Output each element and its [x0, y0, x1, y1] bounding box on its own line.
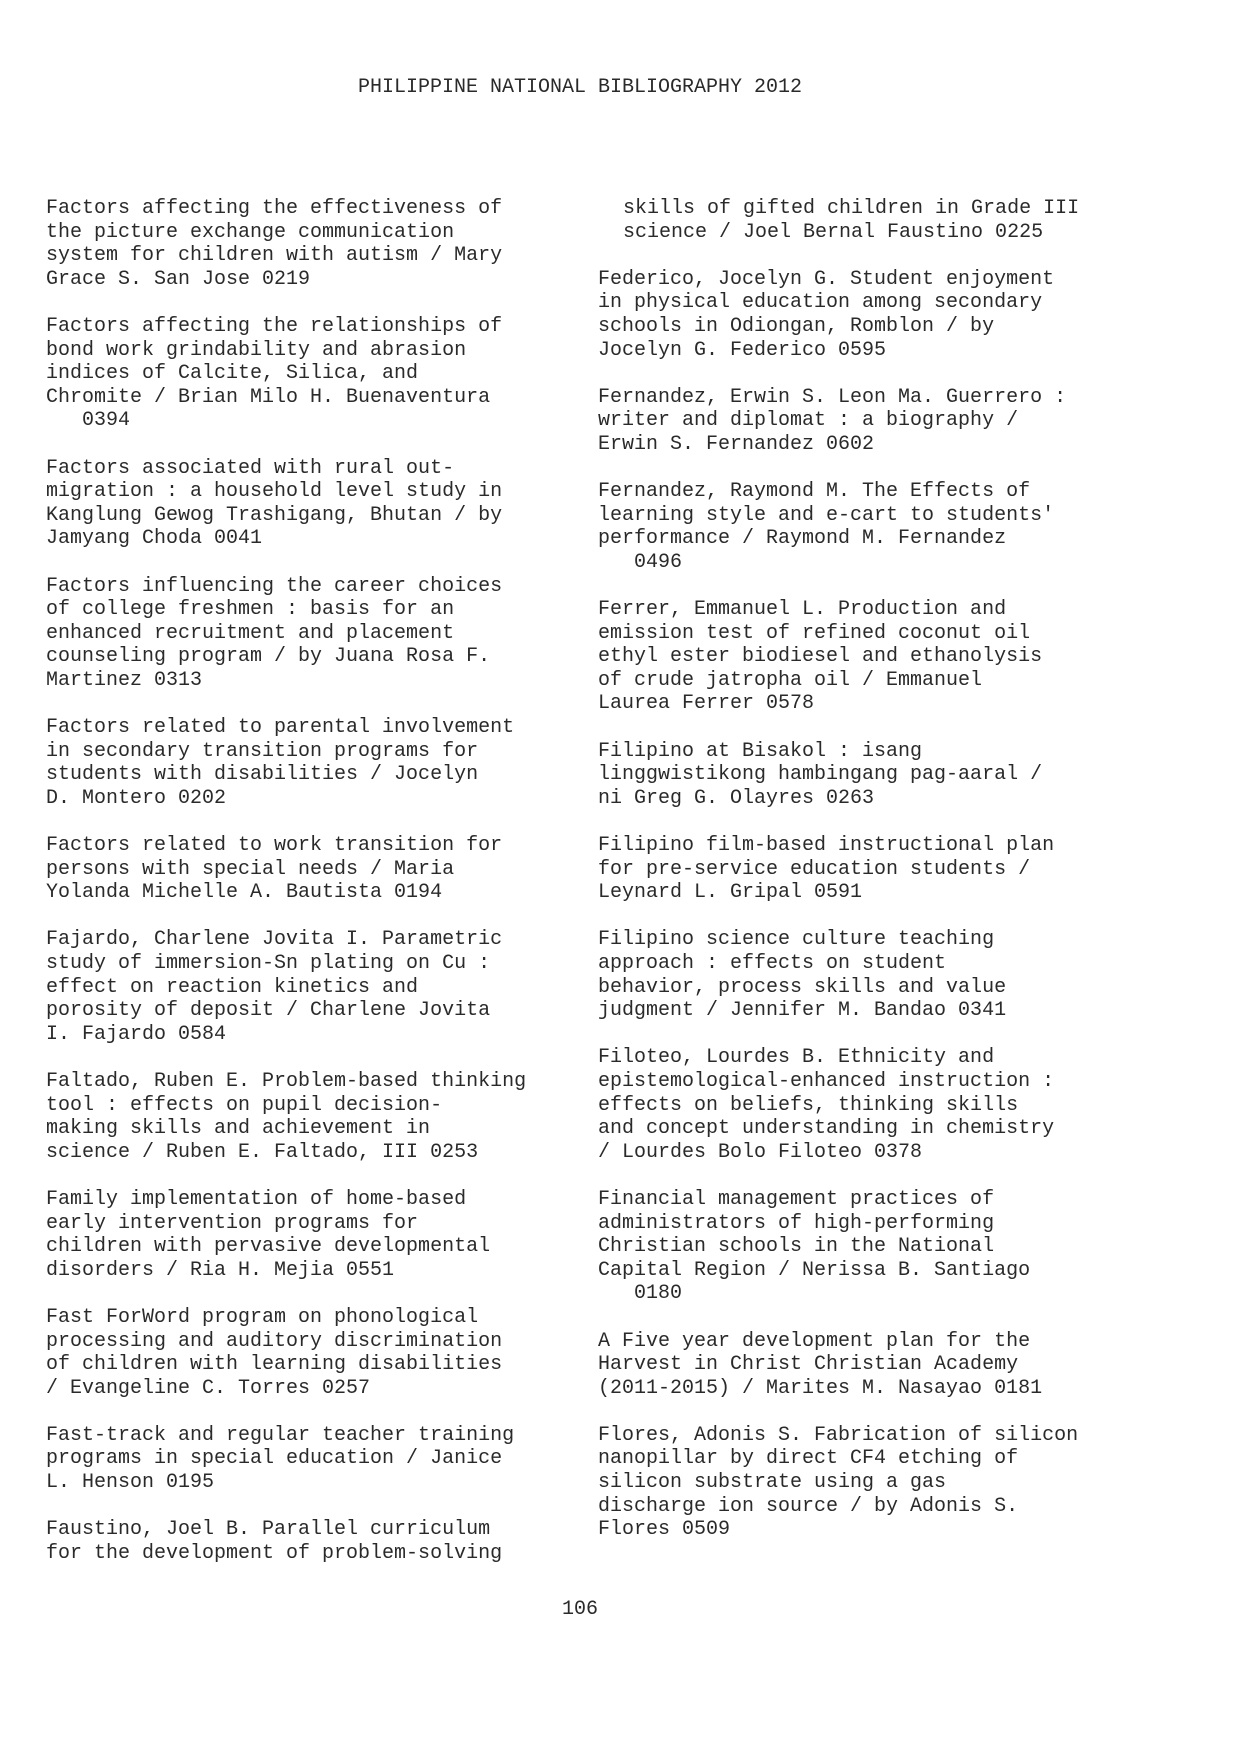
- entry-line: enhanced recruitment and placement: [46, 621, 455, 645]
- entry-line: and concept understanding in chemistry: [598, 1117, 1055, 1141]
- entry-line: Faustino, Joel B. Parallel curriculum: [46, 1518, 491, 1542]
- bibliography-entry: [598, 598, 1158, 716]
- bibliography-entry: [598, 386, 1158, 457]
- entry-line: Financial management practices of: [598, 1187, 995, 1211]
- entry-line: porosity of deposit / Charlene Jovita: [46, 999, 491, 1023]
- entry-line: skills of gifted children in Grade III: [623, 197, 1080, 220]
- entry-line: Harvest in Christ Christian Academy: [598, 1353, 1019, 1377]
- entry-line: Laurea Ferrer 0578: [598, 692, 815, 716]
- entry-line: science / Ruben E. Faltado, III 0253: [46, 1140, 479, 1164]
- bibliography-entry: [598, 928, 1158, 1022]
- entry-line: performance / Raymond M. Fernandez: [598, 527, 1007, 551]
- entry-line: silicon substrate using a gas: [598, 1471, 947, 1495]
- page-header: PHILIPPINE NATIONAL BIBLIOGRAPHY 2012: [357, 76, 803, 99]
- bibliography-entry: [46, 1070, 606, 1164]
- entry-line: making skills and achievement in: [46, 1117, 431, 1141]
- entry-line: / Evangeline C. Torres 0257: [46, 1376, 371, 1400]
- bibliography-entry: [46, 928, 606, 1046]
- entry-line: / Lourdes Bolo Filoteo 0378: [598, 1140, 923, 1164]
- entry-line: children with pervasive developmental: [46, 1235, 491, 1259]
- entry-line: Filoteo, Lourdes B. Ethnicity and: [598, 1046, 995, 1070]
- entry-line: behavior, process skills and value: [598, 975, 1007, 999]
- bibliography-entry: [46, 1188, 606, 1282]
- entry-line: nanopillar by direct CF4 etching of: [598, 1447, 1019, 1471]
- entry-line: Kanglung Gewog Trashigang, Bhutan / by: [46, 503, 503, 527]
- entry-line: learning style and e-cart to students': [598, 503, 1055, 527]
- entry-line: indices of Calcite, Silica, and: [46, 362, 419, 386]
- entry-line: Filipino at Bisakol : isang: [598, 739, 923, 763]
- entry-line: Fernandez, Erwin S. Leon Ma. Guerrero :: [598, 385, 1067, 409]
- entry-line: of college freshmen : basis for an: [46, 598, 455, 622]
- left-column: [46, 197, 606, 1589]
- bibliography-entry: [46, 716, 606, 810]
- entry-line: 0180: [598, 1282, 683, 1306]
- bibliography-entry: [598, 1188, 1158, 1306]
- entry-line: Factors affecting the relationships of: [46, 314, 503, 338]
- entry-line: Faltado, Ruben E. Problem-based thinking: [46, 1069, 527, 1093]
- entry-line: judgment / Jennifer M. Bandao 0341: [598, 999, 1007, 1023]
- entry-line: epistemological-enhanced instruction :: [598, 1069, 1055, 1093]
- entry-line: D. Montero 0202: [46, 786, 227, 810]
- entry-line: system for children with autism / Mary: [46, 244, 503, 268]
- entry-line: Flores, Adonis S. Fabrication of silicon: [598, 1423, 1079, 1447]
- bibliography-entry: [46, 1306, 606, 1400]
- entry-continuation: [598, 197, 1158, 244]
- entry-line: Jocelyn G. Federico 0595: [598, 338, 887, 362]
- entry-line: ethyl ester biodiesel and ethanolysis: [598, 645, 1043, 669]
- bibliography-entry: [46, 457, 606, 551]
- entry-line: disorders / Ria H. Mejia 0551: [46, 1258, 395, 1282]
- entry-line: Fast-track and regular teacher training: [46, 1423, 515, 1447]
- entry-line: of children with learning disabilities: [46, 1353, 503, 1377]
- entry-line: Filipino film-based instructional plan: [598, 834, 1055, 858]
- entry-line: bond work grindability and abrasion: [46, 338, 467, 362]
- bibliography-entry: [46, 197, 606, 291]
- entry-line: linggwistikong hambingang pag-aaral /: [598, 763, 1043, 787]
- entry-line: I. Fajardo 0584: [46, 1022, 227, 1046]
- entry-line: 0496: [598, 550, 683, 574]
- entry-line: Erwin S. Fernandez 0602: [598, 432, 875, 456]
- entry-line: Grace S. San Jose 0219: [46, 267, 311, 291]
- entry-line: writer and diplomat : a biography /: [598, 409, 1019, 433]
- entry-line: Factors related to parental involvement: [46, 716, 515, 740]
- right-column: [598, 197, 1158, 1565]
- bibliography-entry: [46, 834, 606, 905]
- entry-line: the picture exchange communication: [46, 220, 455, 244]
- bibliography-entry: [598, 268, 1158, 362]
- entry-line: Flores 0509: [598, 1518, 731, 1542]
- entry-line: (2011-2015) / Marites M. Nasayao 0181: [598, 1376, 1043, 1400]
- entry-line: migration : a household level study in: [46, 480, 503, 504]
- bibliography-entry: [46, 575, 606, 693]
- entry-line: A Five year development plan for the: [598, 1329, 1031, 1353]
- entry-line: processing and auditory discrimination: [46, 1329, 503, 1353]
- bibliography-entry: [598, 480, 1158, 574]
- entry-line: Yolanda Michelle A. Bautista 0194: [46, 881, 443, 905]
- entry-line: Jamyang Choda 0041: [46, 527, 263, 551]
- page-number: 106: [561, 1598, 598, 1621]
- entry-line: Fernandez, Raymond M. The Effects of: [598, 480, 1031, 504]
- entry-line: programs in special education / Janice: [46, 1447, 503, 1471]
- entry-line: Factors influencing the career choices: [46, 574, 503, 598]
- bibliography-entry: [598, 1046, 1158, 1164]
- bibliography-entry: [46, 1424, 606, 1495]
- entry-line: Martinez 0313: [46, 668, 203, 692]
- entry-line: Factors affecting the effectiveness of: [46, 197, 503, 220]
- bibliography-entry: [598, 1424, 1158, 1542]
- entry-line: schools in Odiongan, Romblon / by: [598, 314, 995, 338]
- bibliography-entry: [598, 740, 1158, 811]
- entry-line: study of immersion-Sn plating on Cu :: [46, 952, 491, 975]
- entry-line: in physical education among secondary: [598, 291, 1043, 315]
- entry-line: early intervention programs for: [46, 1211, 419, 1235]
- entry-line: Factors associated with rural out-: [46, 456, 455, 480]
- entry-line: emission test of refined coconut oil: [598, 621, 1031, 645]
- entry-line: counseling program / by Juana Rosa F.: [46, 645, 491, 669]
- entry-line: in secondary transition programs for: [46, 739, 479, 763]
- entry-line: for the development of problem-solving: [46, 1541, 503, 1565]
- entry-line: 0394: [46, 409, 131, 433]
- entry-line: Federico, Jocelyn G. Student enjoyment: [598, 267, 1055, 291]
- bibliography-entry: [598, 834, 1158, 905]
- entry-line: Ferrer, Emmanuel L. Production and: [598, 598, 1007, 622]
- entry-line: discharge ion source / by Adonis S.: [598, 1494, 1019, 1518]
- entry-line: Fajardo, Charlene Jovita I. Parametric: [46, 928, 503, 952]
- entry-line: Fast ForWord program on phonological: [46, 1305, 479, 1329]
- entry-line: Chromite / Brian Milo H. Buenaventura: [46, 385, 491, 409]
- entry-line: of crude jatropha oil / Emmanuel: [598, 668, 983, 692]
- entry-line: effect on reaction kinetics and: [46, 975, 419, 999]
- entry-line: for pre-service education students /: [598, 857, 1031, 881]
- entry-line: Factors related to work transition for: [46, 834, 503, 858]
- entry-line: ni Greg G. Olayres 0263: [598, 786, 875, 810]
- entry-line: Leynard L. Gripal 0591: [598, 881, 863, 905]
- bibliography-entry: [46, 1518, 606, 1565]
- entry-line: administrators of high-performing: [598, 1211, 995, 1235]
- entry-line: Filipino science culture teaching: [598, 928, 995, 952]
- entry-line: tool : effects on pupil decision-: [46, 1093, 443, 1117]
- entry-line: science / Joel Bernal Faustino 0225: [623, 220, 1044, 244]
- entry-line: Capital Region / Nerissa B. Santiago: [598, 1258, 1031, 1282]
- bibliography-entry: [46, 315, 606, 433]
- entry-line: students with disabilities / Jocelyn: [46, 763, 479, 787]
- entry-line: persons with special needs / Maria: [46, 857, 455, 881]
- entry-line: effects on beliefs, thinking skills: [598, 1093, 1019, 1117]
- entry-line: Family implementation of home-based: [46, 1187, 467, 1211]
- entry-line: L. Henson 0195: [46, 1471, 215, 1495]
- bibliography-entry: [598, 1330, 1158, 1401]
- entry-line: Christian schools in the National: [598, 1235, 995, 1259]
- entry-line: approach : effects on student: [598, 952, 947, 975]
